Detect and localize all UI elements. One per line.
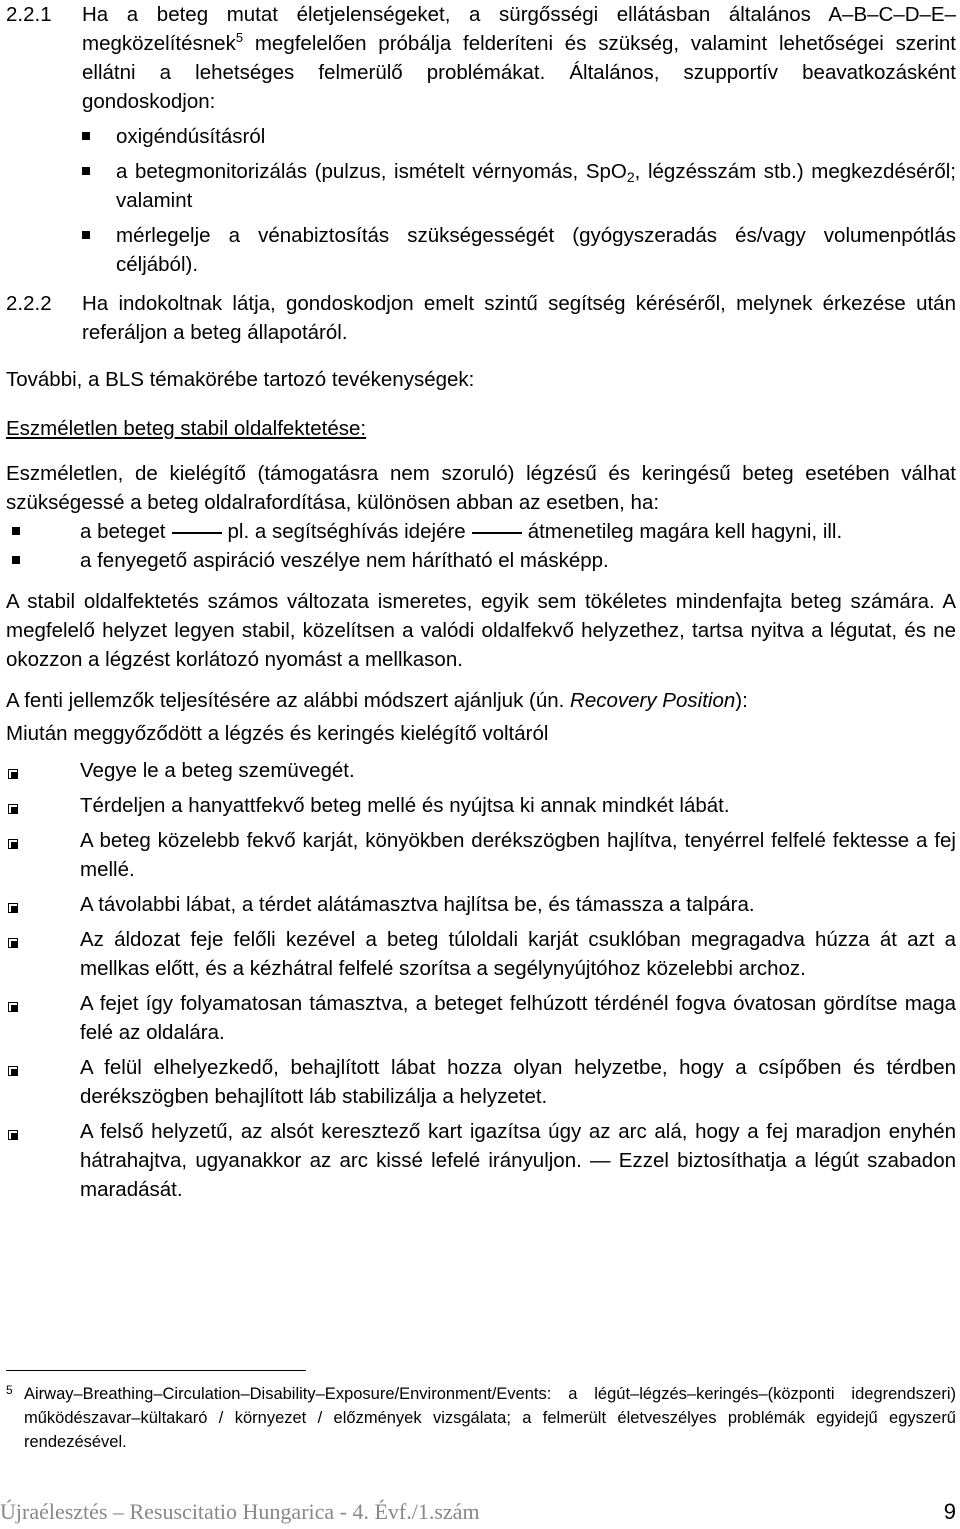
step-item [6, 756, 956, 785]
checkbox-bullet-icon [8, 1002, 18, 1012]
square-bullet-icon [12, 527, 20, 535]
section-2-2-1 [6, 0, 956, 279]
list-item-text: a fenyegető aspiráció veszélye nem hárítható el másképp. [80, 549, 609, 572]
paragraph: Miután meggyőződött a légzés és keringés kielégítő voltáról [6, 722, 549, 745]
list-item [6, 517, 956, 546]
section-2-2-2-text: Ha indokoltnak látja, gondoskodjon emelt szintű segítség kéréséről, melynek érkezése után referáljon a beteg állapotáról. [82, 292, 956, 344]
paragraph [6, 686, 956, 715]
list-item-text: pl. a segítséghívás idejére [227, 520, 466, 543]
em-dash [172, 532, 222, 534]
page-number: 9 [943, 1499, 956, 1524]
checkbox-bullet-icon [8, 903, 18, 913]
footnote [6, 1382, 956, 1454]
step-text: Térdeljen a hanyattfekvő beteg mellé és nyújtsa ki annak mindkét lábát. [80, 794, 730, 817]
bls-intro: További, a BLS témakörébe tartozó tevékenységek: [6, 368, 475, 391]
paragraph: Eszméletlen, de kielégítő (támogatásra nem szoruló) légzésű és keringésű beteg esetében válhat szükségessé a beteg oldalrafordítása, különösen abban az esetben, ha: [6, 462, 956, 514]
footer-title: Újraélesztés – Resuscitatio Hungarica - 4. Évf./1.szám [0, 1499, 480, 1524]
step-item [6, 1053, 956, 1111]
step-text: Vegye le a beteg szemüvegét. [80, 759, 355, 782]
checkbox-bullet-icon [8, 804, 18, 814]
step-item [6, 989, 956, 1047]
footnote-ref: 5 [235, 30, 244, 45]
list-item-text: átmenetileg magára kell hagyni, ill. [527, 520, 843, 543]
paragraph: A stabil oldalfektetés számos változata ismeretes, egyik sem tökéletes mindenfajta beteg számára. A megfelelő helyzet legyen stabil, közelítsen a valódi oldalfekvő helyzethez, tartsa nyitva a légutat, és ne okozzon a légzést korlátozó nyomást a mellkason. [6, 590, 956, 671]
steps-list [6, 756, 956, 1204]
list-item-text: oxigéndúsításról [116, 125, 266, 148]
paragraph-text: A fenti jellemzők teljesítésére az alábbi módszert ajánljuk (ún. [6, 689, 571, 712]
section-number: 2.2.2 [6, 292, 52, 315]
section-text-part: Ha a beteg mutat életjelenségeket, a sürgősségi ellátásban általános A–B–C–D–E–megközelítésnek [82, 3, 956, 55]
section-text-part: megfelelően próbálja felderíteni és szükség, valamint lehetőségei szerint ellátni a lehetséges felmerülő problémákat. Általános, szupportív beavatkozásként gondoskodjon: [82, 32, 956, 113]
checkbox-bullet-icon [8, 1130, 18, 1140]
footnote-separator [6, 1370, 306, 1371]
step-item [6, 1117, 956, 1204]
checkbox-bullet-icon [8, 839, 18, 849]
step-item [6, 925, 956, 983]
list-item-text: mérlegelje a vénabiztosítás szükségességét (gyógyszeradás és/vagy volumenpótlás céljából). [116, 224, 956, 276]
condition-list [6, 517, 956, 575]
step-text: A távolabbi lábat, a térdet alátámasztva hajlítsa be, és támassza a talpára. [80, 893, 755, 916]
list-item-text: a beteget [80, 520, 166, 543]
section-number: 2.2.1 [6, 3, 52, 26]
checkbox-bullet-icon [8, 769, 18, 779]
support-list [6, 122, 956, 279]
paragraph-italic: Recovery Position [570, 689, 736, 712]
step-text: A beteg közelebb fekvő karját, könyökben derékszögben hajlítva, tenyérrel felfelé fektesse a fej mellé. [80, 829, 956, 881]
step-item [6, 826, 956, 884]
step-text: A fejet így folyamatosan támasztva, a beteget felhúzott térdénél fogva óvatosan gördítse maga felé az oldalára. [80, 992, 956, 1044]
section-2-2-2 [6, 289, 956, 347]
list-item [6, 157, 956, 215]
square-bullet-icon [82, 231, 90, 239]
step-text: A felső helyzetű, az alsót keresztező kart igazítsa úgy az arc alá, hogy a fej maradjon enyhén hátrahajtva, ugyanakkor az arc kissé lefelé irányuljon. — Ezzel biztosíthatja a légút szabadon maradását. [80, 1120, 956, 1201]
checkbox-bullet-icon [8, 938, 18, 948]
square-bullet-icon [12, 556, 20, 564]
em-dash [472, 532, 522, 534]
square-bullet-icon [82, 167, 90, 175]
paragraph-text: ): [735, 689, 748, 712]
step-text: Az áldozat feje felőli kezével a beteg túloldali karját csuklóban megragadva húzza át azt a mellkas előtt, és a kézhátral felfelé szorítsa a segélynyújtóhoz közelebbi archoz. [80, 928, 956, 980]
checkbox-bullet-icon [8, 1066, 18, 1076]
footnote-number: 5 [6, 1383, 13, 1397]
step-item [6, 791, 956, 820]
subscript: 2 [626, 169, 635, 185]
footnote-text: Airway–Breathing–Circulation–Disability–Exposure/Environment/Events: a légút–légzés–keringés–(központi idegrendszeri) működészavar–kültakaró / környezet / előzmények vizsgálata; a felmerült életveszélyes problémák egyidejű egyszerű rendezésével. [24, 1385, 956, 1451]
list-item-text: a betegmonitorizálás (pulzus, ismételt vérnyomás, SpO [116, 160, 627, 183]
list-item-text: , légzésszám stb.) megkezdéséről; valamint [116, 160, 956, 212]
step-text: A felül elhelyezkedő, behajlított lábat hozza olyan helyzetbe, hogy a csípőben és térdben derékszögben behajlított láb stabilizálja a helyzetet. [80, 1056, 956, 1108]
list-item [6, 546, 956, 575]
step-item [6, 890, 956, 919]
square-bullet-icon [82, 132, 90, 140]
section-heading: Eszméletlen beteg stabil oldalfektetése: [6, 417, 367, 440]
list-item [6, 221, 956, 279]
list-item [6, 122, 956, 151]
page-footer [0, 1495, 960, 1529]
document-page [6, 0, 956, 1204]
section-2-2-1-text [82, 0, 956, 116]
